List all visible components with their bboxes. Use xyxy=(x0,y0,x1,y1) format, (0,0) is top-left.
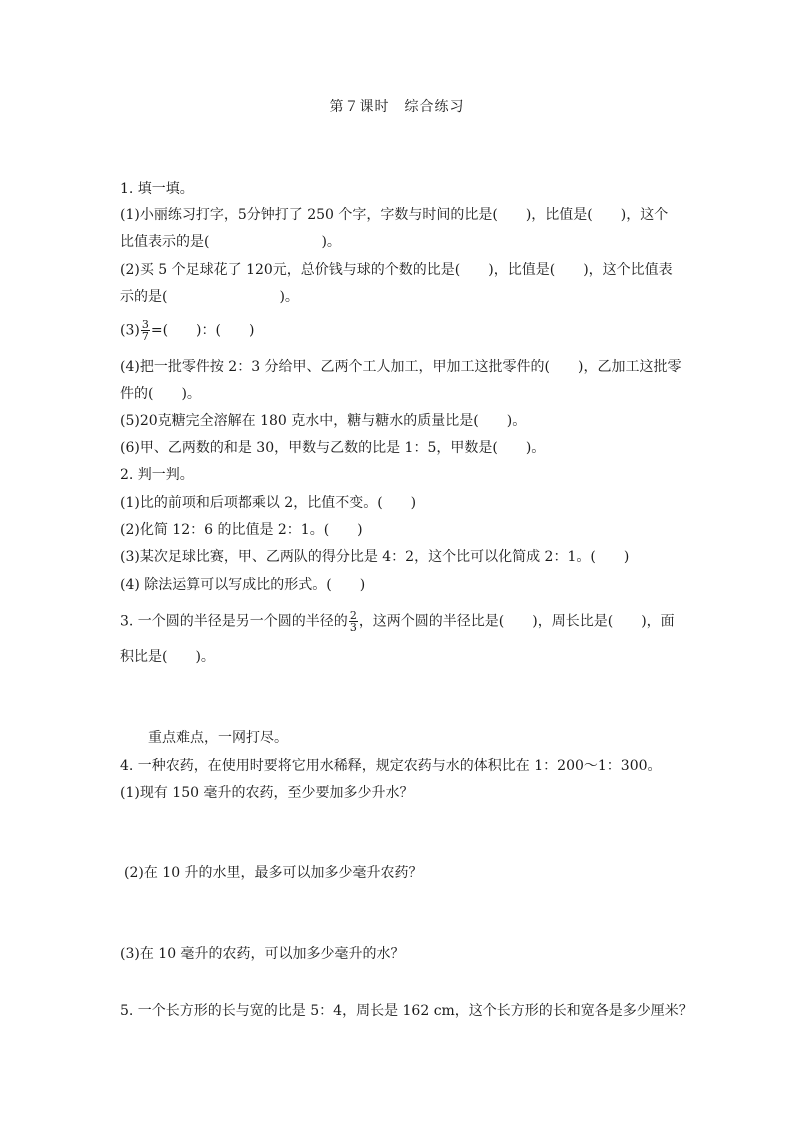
q3-fraction xyxy=(349,610,358,633)
q1-p4-line1: (4)把一批零件按 2：3 分给甲、乙两个工人加工，甲加工这批零件的( )，乙加工这批零 xyxy=(120,359,682,375)
q1-p5: (5)20克糖完全溶解在 180 克水中，糖与糖水的质量比是( )。 xyxy=(120,413,527,429)
q1-p3 xyxy=(120,319,254,342)
page-title: 第７课时 综合练习 xyxy=(329,99,465,115)
q3-suffix: ，这两个圆的半径比是( )，周长比是( )，面 xyxy=(358,613,675,630)
q2-p2: (2)化简 12：6 的比值是 2：1。( ) xyxy=(120,522,363,538)
q1-heading: 1. 填一填。 xyxy=(120,181,194,197)
q2-p3: (3)某次足球比赛，甲、乙两队的得分比是 4：2，这个比可以化简成 2：1。( ) xyxy=(120,549,630,565)
q1-p6: (6)甲、乙两数的和是 30，甲数与乙数的比是 1：5，甲数是( )。 xyxy=(120,440,546,456)
q3-denominator: 3 xyxy=(349,621,357,634)
q2-p4: (4) 除法运算可以写成比的形式。( ) xyxy=(120,577,366,593)
q4-p1: (1)现有 150 毫升的农药，至少要加多少升水？ xyxy=(120,785,414,801)
q4-p3: (3)在 10 毫升的农药，可以加多少毫升的水？ xyxy=(120,946,405,962)
q1-p3-numerator: 3 xyxy=(141,318,149,331)
q3-prefix: 3. 一个圆的半径是另一个圆的半径的 xyxy=(120,613,348,630)
q1-p1-line1: (1)小丽练习打字，5分钟打了 250 个字，字数与时间的比是( )，比值是( )，这个 xyxy=(120,207,669,223)
section-title: 重点难点，一网打尽。 xyxy=(148,730,288,746)
q1-p3-suffix: =( )：( ) xyxy=(150,322,255,339)
q1-p3-fraction xyxy=(141,319,150,342)
q1-p4-line2: 件的( )。 xyxy=(120,386,201,402)
q5-text: 5. 一个长方形的长与宽的比是 5：4，周长是 162 cm，这个长方形的长和宽各是多少厘米？ xyxy=(120,1003,693,1019)
q3-line1 xyxy=(120,610,675,633)
q1-p3-denominator: 7 xyxy=(141,330,149,343)
q3-line2: 积比是( )。 xyxy=(120,649,215,665)
q2-heading: 2. 判一判。 xyxy=(120,467,194,483)
q1-p2-line2: 示的是( )。 xyxy=(120,289,299,305)
q1-p3-prefix: (3) xyxy=(120,322,140,339)
q2-p1: (1)比的前项和后项都乘以 2，比值不变。( ) xyxy=(120,495,417,511)
q3-numerator: 2 xyxy=(349,609,357,622)
q1-p1-line2: 比值表示的是( )。 xyxy=(120,234,341,250)
q1-p2-line1: (2)买 5 个足球花了 120元，总价钱与球的个数的比是( )，比值是( )，这个比值表 xyxy=(120,262,673,278)
q4-heading: 4. 一种农药，在使用时要将它用水稀释，规定农药与水的体积比在 1：200～1：300。 xyxy=(120,758,662,774)
q4-p2: (2)在 10 升的水里，最多可以加多少毫升农药？ xyxy=(124,865,423,881)
